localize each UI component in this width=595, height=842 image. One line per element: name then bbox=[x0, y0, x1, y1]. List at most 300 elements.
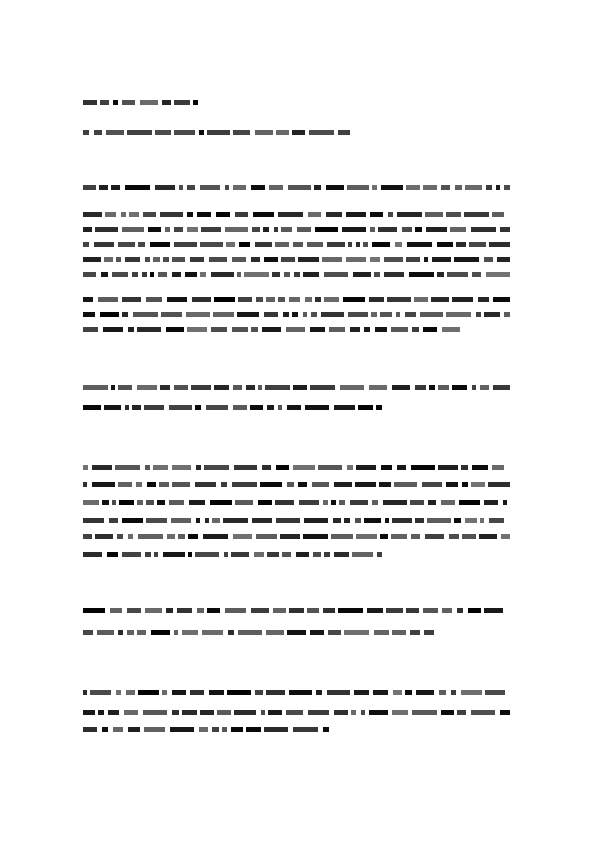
word-block bbox=[147, 482, 156, 487]
word-block bbox=[464, 212, 489, 217]
word-block bbox=[251, 608, 269, 613]
word-block bbox=[344, 518, 350, 523]
word-block bbox=[182, 630, 198, 635]
word-block bbox=[497, 257, 510, 262]
word-block bbox=[140, 100, 158, 105]
word-block bbox=[246, 385, 255, 390]
word-block bbox=[504, 185, 510, 190]
word-block bbox=[292, 130, 305, 135]
word-block bbox=[195, 552, 219, 557]
word-block bbox=[311, 312, 317, 317]
word-block bbox=[438, 385, 449, 390]
word-block bbox=[324, 272, 348, 277]
text-line bbox=[83, 212, 510, 218]
word-block bbox=[190, 690, 204, 695]
word-block bbox=[200, 242, 223, 247]
text-line bbox=[83, 608, 510, 614]
word-block bbox=[186, 312, 210, 317]
word-block bbox=[406, 608, 419, 613]
word-block bbox=[212, 518, 220, 523]
word-block bbox=[422, 482, 442, 487]
word-block bbox=[167, 534, 175, 539]
word-block bbox=[269, 185, 283, 190]
word-block bbox=[303, 272, 319, 277]
word-block bbox=[238, 297, 252, 302]
word-block bbox=[98, 710, 104, 715]
word-block bbox=[286, 710, 303, 715]
word-block bbox=[172, 257, 185, 262]
word-block bbox=[484, 608, 503, 613]
word-block bbox=[355, 518, 361, 523]
word-block bbox=[447, 272, 468, 277]
word-block bbox=[415, 385, 426, 390]
word-block bbox=[125, 405, 129, 410]
word-block bbox=[125, 257, 140, 262]
text-line bbox=[83, 552, 382, 558]
word-block bbox=[375, 327, 387, 332]
word-block bbox=[237, 312, 259, 317]
word-block bbox=[303, 534, 328, 539]
word-block bbox=[425, 212, 443, 217]
word-block bbox=[334, 552, 349, 557]
word-block bbox=[264, 727, 288, 732]
word-block bbox=[178, 534, 185, 539]
word-block bbox=[293, 242, 303, 247]
word-block bbox=[197, 212, 211, 217]
word-block bbox=[232, 482, 257, 487]
word-block bbox=[209, 257, 227, 262]
word-block bbox=[364, 327, 370, 332]
word-block bbox=[233, 385, 242, 390]
word-block bbox=[500, 227, 510, 232]
word-block bbox=[153, 257, 160, 262]
word-block bbox=[83, 242, 89, 247]
word-block bbox=[428, 500, 436, 505]
word-block bbox=[144, 727, 165, 732]
word-block bbox=[195, 482, 216, 487]
word-block bbox=[211, 327, 227, 332]
text-line bbox=[83, 465, 510, 471]
word-block bbox=[127, 130, 152, 135]
word-block bbox=[265, 385, 290, 390]
word-block bbox=[439, 690, 446, 695]
word-block bbox=[370, 257, 380, 262]
word-block bbox=[227, 690, 251, 695]
word-block bbox=[192, 297, 211, 302]
word-block bbox=[334, 710, 348, 715]
word-block bbox=[83, 552, 102, 557]
word-block bbox=[83, 608, 105, 613]
word-block bbox=[312, 482, 329, 487]
word-block bbox=[118, 482, 132, 487]
word-block bbox=[83, 312, 95, 317]
word-block bbox=[256, 534, 277, 539]
word-block bbox=[388, 212, 393, 217]
word-block bbox=[172, 482, 190, 487]
word-block bbox=[353, 272, 371, 277]
word-block bbox=[112, 500, 116, 505]
word-block bbox=[347, 185, 369, 190]
word-block bbox=[174, 242, 197, 247]
word-block bbox=[83, 385, 108, 390]
word-block bbox=[289, 608, 304, 613]
word-block bbox=[298, 482, 307, 487]
word-block bbox=[83, 727, 97, 732]
word-block bbox=[196, 465, 201, 470]
word-block bbox=[150, 242, 170, 247]
word-block bbox=[410, 630, 420, 635]
word-block bbox=[157, 500, 165, 505]
word-block bbox=[100, 100, 109, 105]
word-block bbox=[174, 130, 195, 135]
word-block bbox=[484, 500, 498, 505]
word-block bbox=[188, 552, 192, 557]
word-block bbox=[83, 482, 87, 487]
word-block bbox=[137, 385, 157, 390]
word-block bbox=[211, 272, 234, 277]
word-block bbox=[424, 630, 434, 635]
word-block bbox=[100, 312, 119, 317]
word-block bbox=[415, 518, 424, 523]
word-block bbox=[258, 500, 272, 505]
word-block bbox=[367, 608, 383, 613]
word-block bbox=[369, 385, 387, 390]
word-block bbox=[457, 608, 463, 613]
word-block bbox=[310, 327, 325, 332]
word-block bbox=[115, 465, 140, 470]
word-block bbox=[95, 534, 113, 539]
word-block bbox=[191, 385, 211, 390]
word-block bbox=[356, 242, 360, 247]
word-block bbox=[174, 227, 183, 232]
text-line bbox=[83, 534, 510, 540]
word-block bbox=[231, 552, 249, 557]
word-block bbox=[102, 500, 109, 505]
word-block bbox=[162, 100, 171, 105]
word-block bbox=[358, 405, 373, 410]
word-block bbox=[225, 608, 246, 613]
word-block bbox=[405, 690, 412, 695]
word-block bbox=[315, 227, 338, 232]
word-block bbox=[315, 297, 321, 302]
word-block bbox=[238, 630, 262, 635]
word-block bbox=[395, 242, 402, 247]
word-block bbox=[223, 518, 248, 523]
word-block bbox=[451, 690, 456, 695]
word-block bbox=[256, 297, 263, 302]
word-block bbox=[484, 257, 493, 262]
word-block bbox=[263, 227, 269, 232]
word-block bbox=[132, 272, 138, 277]
word-block bbox=[342, 227, 366, 232]
word-block bbox=[289, 690, 312, 695]
word-block bbox=[480, 518, 484, 523]
text-line bbox=[83, 482, 510, 488]
word-block bbox=[380, 312, 392, 317]
word-block bbox=[338, 130, 350, 135]
word-block bbox=[255, 690, 263, 695]
word-block bbox=[83, 710, 95, 715]
word-block bbox=[465, 518, 477, 523]
word-block bbox=[210, 500, 232, 505]
word-block bbox=[355, 482, 376, 487]
word-block bbox=[286, 327, 305, 332]
word-block bbox=[305, 405, 329, 410]
word-block bbox=[287, 405, 301, 410]
word-block bbox=[182, 710, 197, 715]
word-block bbox=[163, 257, 169, 262]
word-block bbox=[348, 312, 368, 317]
word-block bbox=[441, 185, 450, 190]
word-block bbox=[146, 500, 154, 505]
word-block bbox=[488, 482, 510, 487]
word-block bbox=[415, 227, 422, 232]
word-block bbox=[381, 465, 392, 470]
word-block bbox=[480, 385, 489, 390]
word-block bbox=[361, 710, 365, 715]
word-block bbox=[376, 405, 382, 410]
word-block bbox=[203, 534, 228, 539]
word-block bbox=[266, 297, 275, 302]
word-block bbox=[83, 465, 88, 470]
word-block bbox=[214, 297, 235, 302]
word-block bbox=[328, 630, 341, 635]
word-block bbox=[371, 312, 377, 317]
word-block bbox=[377, 552, 382, 557]
word-block bbox=[372, 500, 378, 505]
word-block bbox=[267, 405, 274, 410]
word-block bbox=[393, 690, 402, 695]
word-block bbox=[280, 534, 300, 539]
word-block bbox=[387, 297, 411, 302]
word-block bbox=[412, 327, 419, 332]
word-block bbox=[321, 312, 344, 317]
word-block bbox=[83, 534, 92, 539]
word-block bbox=[106, 130, 124, 135]
word-block bbox=[166, 608, 173, 613]
word-block bbox=[392, 630, 406, 635]
word-block bbox=[318, 465, 342, 470]
word-block bbox=[118, 385, 132, 390]
word-block bbox=[478, 297, 489, 302]
word-block bbox=[471, 710, 495, 715]
word-block bbox=[452, 297, 473, 302]
word-block bbox=[476, 312, 481, 317]
word-block bbox=[409, 272, 434, 277]
word-block bbox=[161, 312, 182, 317]
word-block bbox=[298, 257, 319, 262]
word-block bbox=[177, 608, 192, 613]
word-block bbox=[350, 327, 360, 332]
word-block bbox=[214, 385, 229, 390]
word-block bbox=[83, 130, 89, 135]
word-block bbox=[111, 185, 120, 190]
word-block bbox=[258, 385, 262, 390]
word-block bbox=[266, 690, 285, 695]
word-block bbox=[334, 482, 352, 487]
word-block bbox=[122, 227, 144, 232]
word-block bbox=[83, 257, 101, 262]
word-block bbox=[423, 327, 437, 332]
word-block bbox=[407, 242, 432, 247]
text-line bbox=[83, 500, 510, 506]
word-block bbox=[167, 297, 187, 302]
word-block bbox=[372, 242, 390, 247]
word-block bbox=[200, 272, 206, 277]
word-block bbox=[151, 630, 170, 635]
word-block bbox=[457, 710, 466, 715]
word-block bbox=[145, 257, 150, 262]
word-block bbox=[412, 710, 437, 715]
word-block bbox=[212, 727, 219, 732]
word-block bbox=[251, 327, 258, 332]
word-block bbox=[190, 257, 204, 262]
word-block bbox=[104, 405, 121, 410]
word-block bbox=[122, 100, 135, 105]
word-block bbox=[104, 257, 113, 262]
word-block bbox=[468, 608, 481, 613]
word-block bbox=[95, 227, 118, 232]
word-block bbox=[174, 630, 178, 635]
word-block bbox=[297, 227, 311, 232]
word-block bbox=[370, 212, 383, 217]
word-block bbox=[262, 327, 281, 332]
word-block bbox=[83, 185, 96, 190]
word-block bbox=[266, 630, 284, 635]
word-block bbox=[155, 130, 171, 135]
word-block bbox=[340, 385, 364, 390]
word-block bbox=[235, 500, 253, 505]
word-block bbox=[83, 272, 96, 277]
word-block bbox=[356, 465, 376, 470]
word-block bbox=[462, 534, 476, 539]
word-block bbox=[109, 518, 118, 523]
word-block bbox=[493, 385, 510, 390]
word-block bbox=[326, 212, 342, 217]
word-block bbox=[216, 212, 230, 217]
word-block bbox=[288, 185, 311, 190]
word-block bbox=[113, 100, 118, 105]
word-block bbox=[486, 272, 510, 277]
word-block bbox=[172, 465, 191, 470]
word-block bbox=[392, 518, 412, 523]
word-block bbox=[195, 405, 201, 410]
word-block bbox=[187, 185, 195, 190]
word-block bbox=[199, 727, 208, 732]
word-block bbox=[397, 465, 406, 470]
word-block bbox=[333, 518, 341, 523]
word-block bbox=[204, 465, 229, 470]
word-block bbox=[296, 552, 309, 557]
text-line bbox=[83, 257, 510, 263]
word-block bbox=[92, 465, 112, 470]
word-block bbox=[293, 727, 318, 732]
word-block bbox=[228, 630, 234, 635]
word-block bbox=[431, 297, 449, 302]
word-block bbox=[392, 710, 408, 715]
word-block bbox=[283, 312, 289, 317]
word-block bbox=[143, 212, 156, 217]
word-block bbox=[346, 212, 366, 217]
word-block bbox=[260, 482, 282, 487]
word-block bbox=[119, 500, 134, 505]
word-block bbox=[364, 518, 381, 523]
word-block bbox=[501, 534, 510, 539]
word-block bbox=[426, 227, 447, 232]
word-block bbox=[197, 608, 204, 613]
word-block bbox=[189, 500, 205, 505]
word-block bbox=[199, 130, 204, 135]
word-block bbox=[504, 312, 510, 317]
word-block bbox=[83, 227, 92, 232]
word-block bbox=[169, 405, 192, 410]
word-block bbox=[394, 482, 417, 487]
word-block bbox=[324, 552, 330, 557]
word-block bbox=[264, 257, 278, 262]
word-block bbox=[111, 385, 115, 390]
word-block bbox=[427, 518, 451, 523]
word-block bbox=[369, 297, 384, 302]
word-block bbox=[202, 630, 223, 635]
word-block bbox=[160, 212, 183, 217]
word-block bbox=[136, 482, 142, 487]
word-block bbox=[83, 297, 93, 302]
word-block bbox=[200, 710, 214, 715]
word-block bbox=[420, 312, 443, 317]
word-block bbox=[411, 465, 435, 470]
word-block bbox=[294, 272, 300, 277]
word-block bbox=[172, 710, 179, 715]
word-block bbox=[384, 257, 403, 262]
word-block bbox=[461, 465, 468, 470]
word-block bbox=[125, 185, 150, 190]
word-block bbox=[252, 518, 272, 523]
word-block bbox=[166, 327, 184, 332]
word-block bbox=[261, 710, 265, 715]
word-block bbox=[226, 242, 235, 247]
word-block bbox=[293, 465, 315, 470]
text-line bbox=[83, 100, 200, 106]
word-block bbox=[316, 690, 322, 695]
word-block bbox=[274, 227, 278, 232]
text-line bbox=[83, 630, 435, 636]
word-block bbox=[339, 500, 345, 505]
word-block bbox=[437, 242, 453, 247]
word-block bbox=[255, 242, 272, 247]
word-block bbox=[94, 242, 114, 247]
word-block bbox=[282, 552, 291, 557]
word-block bbox=[278, 212, 303, 217]
word-block bbox=[153, 465, 168, 470]
text-line bbox=[83, 272, 510, 278]
word-block bbox=[231, 727, 243, 732]
word-block bbox=[172, 272, 181, 277]
word-block bbox=[99, 185, 108, 190]
word-block bbox=[442, 608, 452, 613]
word-block bbox=[276, 465, 289, 470]
word-block bbox=[329, 327, 345, 332]
word-block bbox=[255, 130, 273, 135]
word-block bbox=[225, 227, 248, 232]
word-block bbox=[205, 518, 209, 523]
word-block bbox=[441, 500, 455, 505]
word-block bbox=[187, 327, 207, 332]
word-block bbox=[334, 405, 355, 410]
word-block bbox=[250, 405, 263, 410]
word-block bbox=[379, 482, 391, 487]
word-block bbox=[489, 242, 510, 247]
word-block bbox=[299, 500, 319, 505]
